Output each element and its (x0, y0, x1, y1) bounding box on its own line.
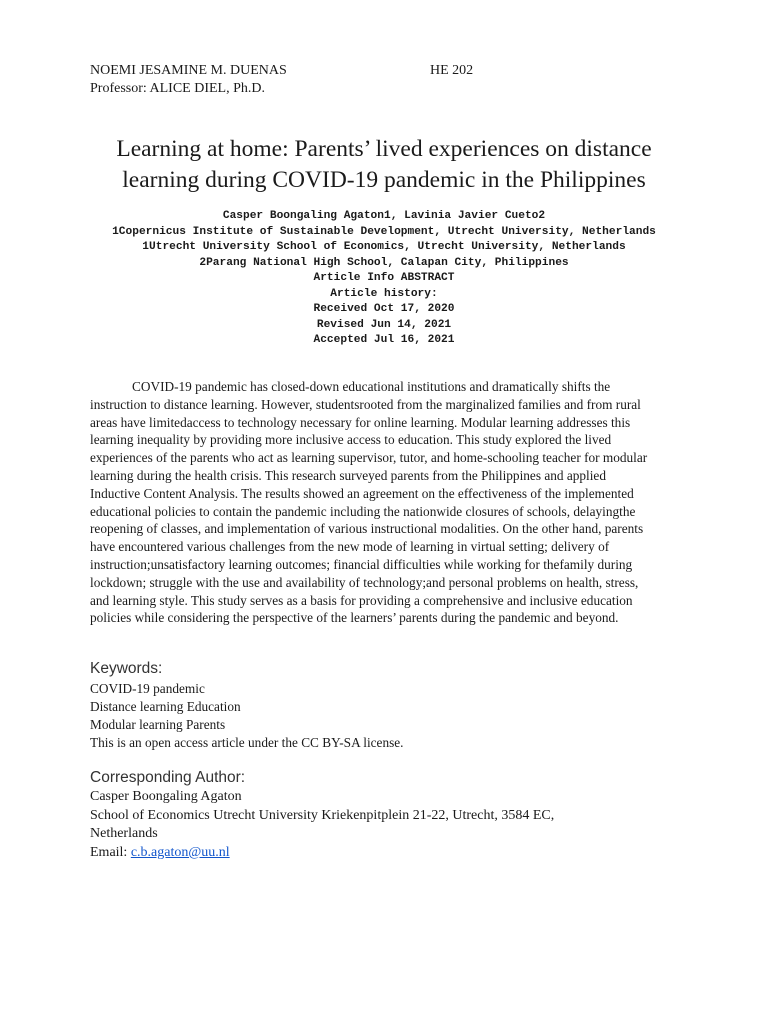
article-info-line: Article Info ABSTRACT (313, 272, 455, 284)
article-meta (60, 209, 708, 349)
email-row (90, 844, 650, 863)
title-line-1: Learning at home: Parents’ lived experiences on distance (116, 136, 652, 162)
title-line-2: learning during COVID-19 pandemic in the Philippines (122, 167, 646, 193)
keywords-heading: Keywords: (90, 660, 163, 677)
author-name: Casper Boongaling Agaton (90, 789, 242, 804)
student-name: NOEMI JESAMINE M. DUENAS (90, 63, 287, 78)
article-title (40, 134, 728, 196)
student-header (90, 62, 474, 98)
keyword-line: Modular learning Parents (90, 717, 226, 732)
received-date: Received Oct 17, 2020 (313, 303, 455, 315)
abstract-paragraph: COVID-19 pandemic has closed-down educational institutions and dramatically shifts the instruction to distance learning. However, studentsrooted from the marginalized families and from rural areas have limitedaccess to technology necessary for online learning. Modular learning addresses this learning inequality by providing more inclusive access to education. This study explored the lived experiences of the parents who act as learning supervisor, tutor, and home-schooling teacher for modular learning during the health crisis. This research surveyed parents from the Philippines and applied Inductive Content Analysis. The results showed an agreement on the effectiveness of the implemented educational policies to contain the pandemic including the nationwide closures of schools, delayingthe reopening of classes, and implementation of various instructional modalities. On the other hand, parents have encountered various challenges from the new mode of learning in virtual setting; delivery of instruction;unsatisfactory learning outcomes; financial difficulties while working for thefamily during lockdown; struggle with the use and availability of technology;and personal problems on health, stress, and learning style. This study serves as a basis for providing a comprehensive and inclusive education policies while considering the perspective of the learners’ parents during the pandemic and beyond. (90, 379, 648, 626)
address-line: Netherlands (90, 826, 158, 841)
revised-date: Revised Jun 14, 2021 (316, 318, 452, 331)
professor-name: Professor: ALICE DIEL, Ph.D. (90, 81, 265, 96)
affiliation-line: 1Copernicus Institute of Sustainable Development, Utrecht University, Netherlands (112, 225, 656, 238)
abstract-section (90, 378, 658, 627)
keyword-line: COVID-19 pandemic (90, 681, 205, 696)
affiliation-line: 2Parang National High School, Calapan City, Philippines (199, 256, 569, 269)
course-code: HE 202 (430, 63, 474, 78)
email-label: Email: (90, 844, 131, 860)
address-line: School of Economics Utrecht University Kriekenpitplein 21-22, Utrecht, 3584 EC, (90, 807, 555, 823)
affiliation-line: 1Utrecht University School of Economics, Utrecht University, Netherlands (142, 241, 626, 253)
email-link[interactable]: c.b.agaton@uu.nl (130, 844, 230, 860)
accepted-date: Accepted Jul 16, 2021 (313, 334, 455, 346)
corresponding-author-block (90, 788, 650, 862)
keywords-list (90, 680, 404, 752)
article-history-line: Article history: (330, 287, 438, 300)
keyword-line: Distance learning Education (90, 699, 241, 714)
license-note: This is an open access article under the CC BY-SA license. (90, 735, 404, 750)
corresponding-author-heading: Corresponding Author: (90, 769, 246, 786)
authors-line: Casper Boongaling Agaton1, Lavinia Javier Cueto2 (222, 210, 546, 222)
